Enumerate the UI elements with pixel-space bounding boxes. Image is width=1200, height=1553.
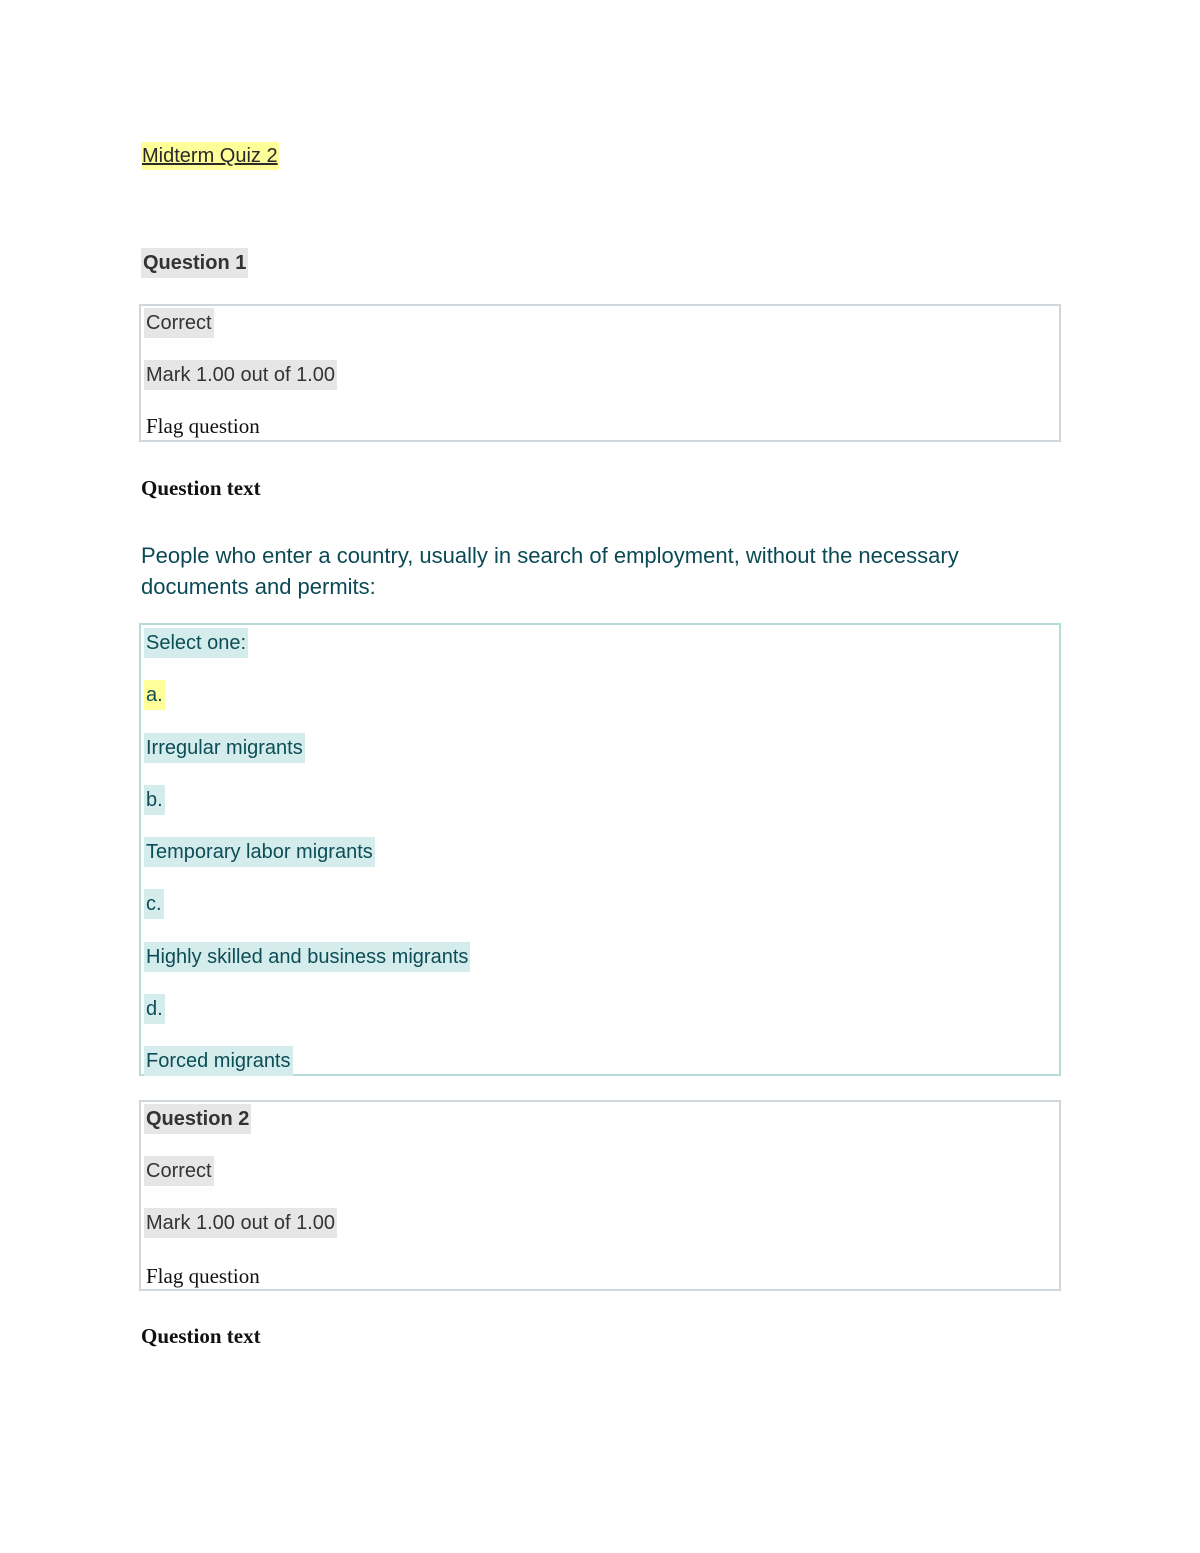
question-2-mark: Mark 1.00 out of 1.00 [144,1208,337,1238]
option-a-letter[interactable]: a. [144,680,165,710]
question-1-mark: Mark 1.00 out of 1.00 [144,360,337,390]
question-2-info-box [139,1100,1061,1291]
option-d-label[interactable]: Forced migrants [144,1046,293,1076]
question-2-flag-link[interactable]: Flag question [146,1264,260,1288]
question-1-text-label: Question text [141,476,261,500]
option-c-letter[interactable]: c. [144,889,164,919]
option-d-letter[interactable]: d. [144,994,165,1024]
question-1-flag-link[interactable]: Flag question [146,414,260,438]
option-a-label[interactable]: Irregular migrants [144,733,305,763]
question-2-status: Correct [144,1156,214,1186]
option-b-letter[interactable]: b. [144,785,165,815]
question-2-heading: Question 2 [144,1104,251,1134]
question-1-heading: Question 1 [141,248,248,278]
document-title[interactable]: Midterm Quiz 2 [141,142,279,170]
question-1-text: People who enter a country, usually in search of employment, without the necessary documents and permits: [141,543,959,599]
option-c-label[interactable]: Highly skilled and business migrants [144,942,470,972]
select-one-prompt: Select one: [144,628,248,658]
option-b-label[interactable]: Temporary labor migrants [144,837,375,867]
question-2-text-label: Question text [141,1324,261,1348]
question-1-status: Correct [144,308,214,338]
